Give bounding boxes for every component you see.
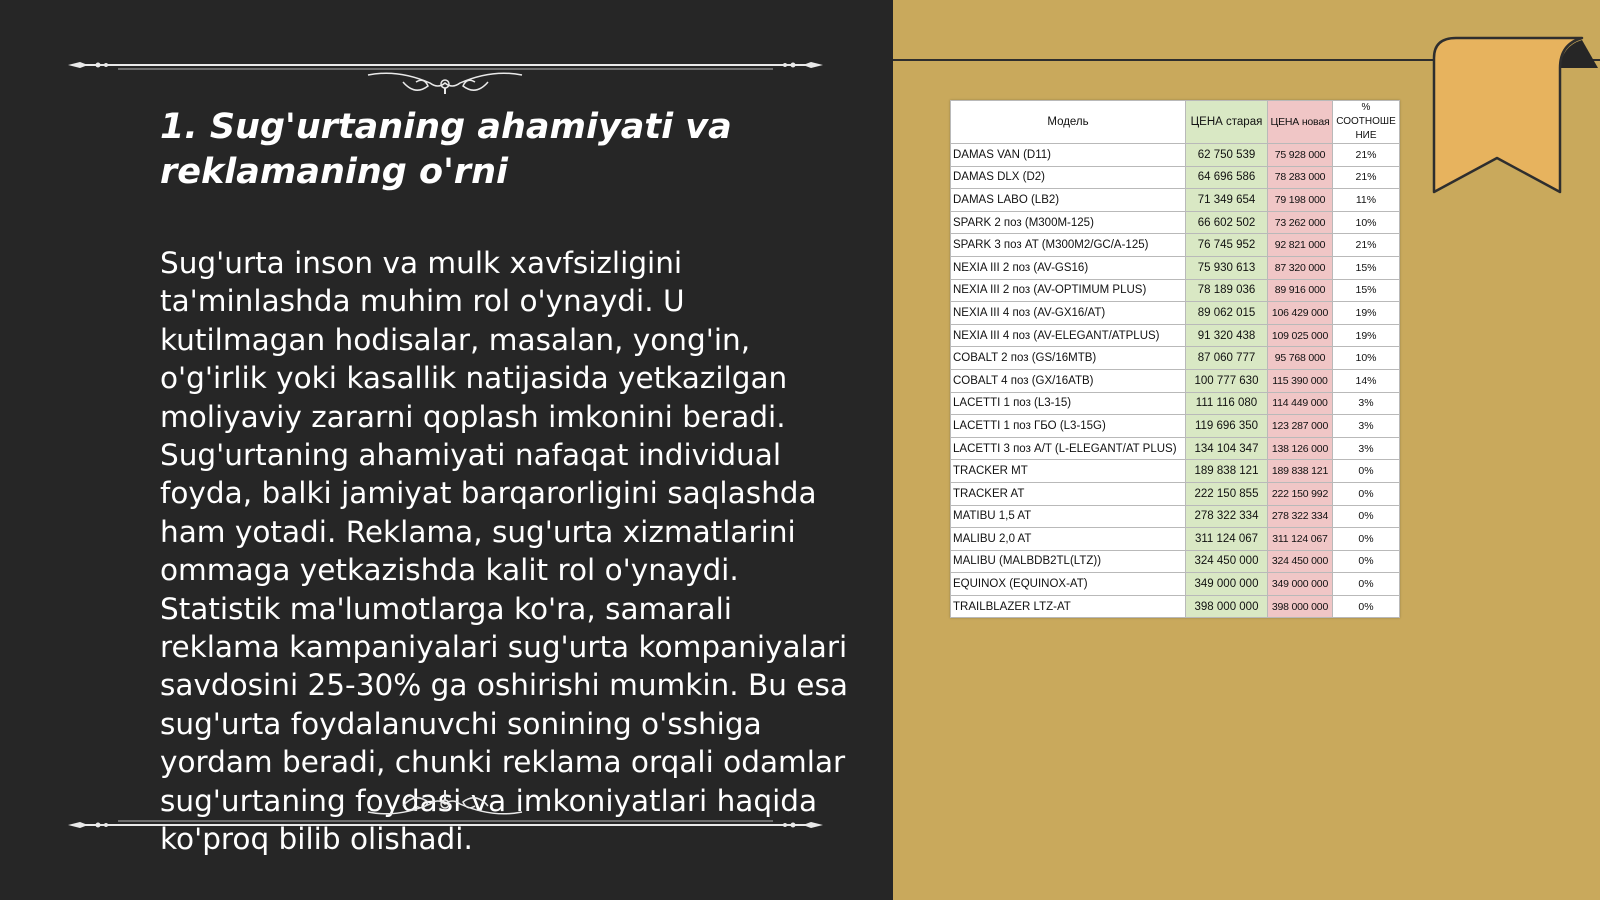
cell-old-price: 91 320 438 (1186, 324, 1268, 347)
cell-old-price: 189 838 121 (1186, 460, 1268, 483)
cell-new-price: 79 198 000 (1268, 189, 1333, 212)
cell-ratio: 0% (1333, 528, 1400, 551)
ratio-header-line: % (1361, 102, 1371, 113)
table-header-row (951, 101, 1400, 144)
table-row (951, 234, 1400, 257)
table-row (951, 279, 1400, 302)
cell-ratio: 19% (1333, 302, 1400, 325)
cell-model: DAMAS VAN (D11) (951, 144, 1186, 167)
cell-new-price: 109 025 000 (1268, 324, 1333, 347)
table-row (951, 369, 1400, 392)
cell-old-price: 66 602 502 (1186, 211, 1268, 234)
cell-model: NEXIA III 2 поз (AV-OPTIMUM PLUS) (951, 279, 1186, 302)
body-paragraph: Sug'urta inson va mulk xavfsizligini ta'minlashda muhim rol o'ynaydi. U kutilmagan hodisalar, masalan, yong'in, o'g'irlik yoki kasallik natijasida yetkazilgan moliyaviy zararni qoplash imkonini beradi. Sug'urtaning ahamiyati nafaqat individual foyda, balki jamiyat barqarorligini saqlashda ham yotadi. Reklama, sug'urta xizmatlarini ommaga yetkazishda kalit rol o'ynaydi. Statistik ma'lumotlarga ko'ra, samarali reklama kampaniyalari sug'urta kompaniyalari savdosini 25-30% ga oshirishi mumkin. Bu esa sug'urta foydalanuvchi sonining o'sshiga yordam beradi, chunki reklama orqali odamlar sug'urtaning foydasi va imkoniyatlari haqida ko'proq bilib olishadi. (160, 246, 848, 857)
cell-old-price: 100 777 630 (1186, 369, 1268, 392)
ornament-divider-top (68, 44, 823, 94)
cell-model: LACETTI 1 поз (L3-15) (951, 392, 1186, 415)
table-row (951, 211, 1400, 234)
cell-ratio: 0% (1333, 505, 1400, 528)
table-row (951, 460, 1400, 483)
cell-old-price: 71 349 654 (1186, 189, 1268, 212)
cell-ratio: 0% (1333, 573, 1400, 596)
cell-new-price: 106 429 000 (1268, 302, 1333, 325)
column-header-model: Модель (951, 101, 1186, 144)
slide-title (160, 105, 850, 195)
cell-new-price: 324 450 000 (1268, 550, 1333, 573)
cell-model: SPARK 2 поз (M300M-125) (951, 211, 1186, 234)
cell-old-price: 222 150 855 (1186, 482, 1268, 505)
cell-model: COBALT 4 поз (GX/16ATB) (951, 369, 1186, 392)
cell-ratio: 10% (1333, 211, 1400, 234)
cell-model: NEXIA III 2 поз (AV-GS16) (951, 256, 1186, 279)
cell-old-price: 75 930 613 (1186, 256, 1268, 279)
cell-model: COBALT 2 поз (GS/16MTB) (951, 347, 1186, 370)
cell-ratio: 21% (1333, 166, 1400, 189)
cell-old-price: 324 450 000 (1186, 550, 1268, 573)
table-row (951, 302, 1400, 325)
cell-ratio: 0% (1333, 460, 1400, 483)
cell-old-price: 398 000 000 (1186, 595, 1268, 618)
cell-new-price: 349 000 000 (1268, 573, 1333, 596)
table-row (951, 189, 1400, 212)
cell-model: DAMAS DLX (D2) (951, 166, 1186, 189)
cell-ratio: 15% (1333, 256, 1400, 279)
table-row (951, 347, 1400, 370)
cell-ratio: 14% (1333, 369, 1400, 392)
cell-new-price: 123 287 000 (1268, 415, 1333, 438)
cell-old-price: 349 000 000 (1186, 573, 1268, 596)
cell-old-price: 278 322 334 (1186, 505, 1268, 528)
ratio-header-line: НИЕ (1355, 130, 1377, 141)
cell-model: NEXIA III 4 поз (AV-ELEGANT/ATPLUS) (951, 324, 1186, 347)
table-row (951, 595, 1400, 618)
cell-old-price: 64 696 586 (1186, 166, 1268, 189)
cell-model: NEXIA III 4 поз (AV-GX16/AT) (951, 302, 1186, 325)
cell-ratio: 21% (1333, 234, 1400, 257)
cell-old-price: 311 124 067 (1186, 528, 1268, 551)
cell-new-price: 398 000 000 (1268, 595, 1333, 618)
cell-new-price: 89 916 000 (1268, 279, 1333, 302)
cell-ratio: 3% (1333, 415, 1400, 438)
cell-model: DAMAS LABO (LB2) (951, 189, 1186, 212)
cell-old-price: 76 745 952 (1186, 234, 1268, 257)
column-header-old-price: ЦЕНА старая (1186, 101, 1268, 144)
slide-title-line-2: reklamaning o'rni (160, 152, 508, 192)
column-header-ratio (1333, 101, 1400, 144)
cell-model: MALIBU (MALBDB2TL(LTZ)) (951, 550, 1186, 573)
cell-new-price: 87 320 000 (1268, 256, 1333, 279)
cell-ratio: 10% (1333, 347, 1400, 370)
cell-ratio: 0% (1333, 595, 1400, 618)
cell-old-price: 134 104 347 (1186, 437, 1268, 460)
cell-new-price: 222 150 992 (1268, 482, 1333, 505)
cell-ratio: 3% (1333, 392, 1400, 415)
table-row (951, 482, 1400, 505)
cell-new-price: 73 262 000 (1268, 211, 1333, 234)
table-body (951, 144, 1400, 618)
ornament-divider-bottom (68, 790, 823, 840)
cell-old-price: 111 116 080 (1186, 392, 1268, 415)
table-row (951, 550, 1400, 573)
cell-new-price: 278 322 334 (1268, 505, 1333, 528)
cell-model: MALIBU 2,0 AT (951, 528, 1186, 551)
cell-model: MATIBU 1,5 AT (951, 505, 1186, 528)
cell-model: SPARK 3 поз AT (M300M2/GC/A-125) (951, 234, 1186, 257)
cell-new-price: 92 821 000 (1268, 234, 1333, 257)
table-row (951, 415, 1400, 438)
cell-model: LACETTI 3 поз A/T (L-ELEGANT/AT PLUS) (951, 437, 1186, 460)
cell-old-price: 78 189 036 (1186, 279, 1268, 302)
cell-old-price: 62 750 539 (1186, 144, 1268, 167)
cell-ratio: 11% (1333, 189, 1400, 212)
cell-model: TRACKER AT (951, 482, 1186, 505)
cell-ratio: 0% (1333, 550, 1400, 573)
cell-old-price: 89 062 015 (1186, 302, 1268, 325)
cell-new-price: 75 928 000 (1268, 144, 1333, 167)
table-row (951, 505, 1400, 528)
cell-ratio: 21% (1333, 144, 1400, 167)
cell-ratio: 19% (1333, 324, 1400, 347)
cell-new-price: 114 449 000 (1268, 392, 1333, 415)
cell-new-price: 95 768 000 (1268, 347, 1333, 370)
table-row (951, 392, 1400, 415)
table-row (951, 324, 1400, 347)
cell-model: EQUINOX (EQUINOX-AT) (951, 573, 1186, 596)
slide-title-line-1: 1. Sug'urtaning ahamiyati va (160, 107, 732, 147)
cell-new-price: 189 838 121 (1268, 460, 1333, 483)
column-header-new-price: ЦЕНА новая (1268, 101, 1333, 144)
cell-new-price: 78 283 000 (1268, 166, 1333, 189)
cell-new-price: 138 126 000 (1268, 437, 1333, 460)
cell-old-price: 87 060 777 (1186, 347, 1268, 370)
cell-model: TRAILBLAZER LTZ-AT (951, 595, 1186, 618)
ratio-header-line: СООТНОШЕ (1336, 116, 1396, 127)
car-price-table (950, 100, 1400, 618)
table-row (951, 144, 1400, 167)
cell-model: LACETTI 1 поз ГБО (L3-15G) (951, 415, 1186, 438)
table-row (951, 573, 1400, 596)
cell-ratio: 15% (1333, 279, 1400, 302)
table-row (951, 166, 1400, 189)
table-row (951, 437, 1400, 460)
bookmark-ribbon-icon (1432, 34, 1600, 204)
cell-old-price: 119 696 350 (1186, 415, 1268, 438)
cell-new-price: 311 124 067 (1268, 528, 1333, 551)
table-row (951, 528, 1400, 551)
table-row (951, 256, 1400, 279)
cell-model: TRACKER MT (951, 460, 1186, 483)
cell-ratio: 3% (1333, 437, 1400, 460)
cell-ratio: 0% (1333, 482, 1400, 505)
cell-new-price: 115 390 000 (1268, 369, 1333, 392)
